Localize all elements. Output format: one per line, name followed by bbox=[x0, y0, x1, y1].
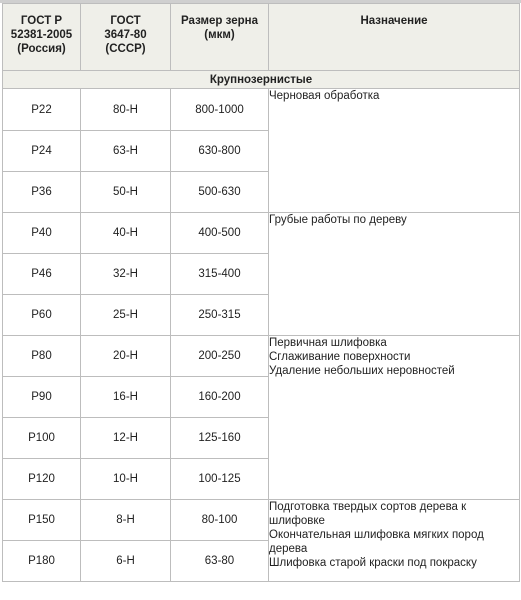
cell-gost-ussr: 40-Н bbox=[81, 213, 171, 254]
header-row bbox=[3, 4, 520, 71]
cell-gost-ussr: 12-Н bbox=[81, 418, 171, 459]
cell-gost-ussr: 10-Н bbox=[81, 459, 171, 500]
cell-gost-ussr: 25-Н bbox=[81, 295, 171, 336]
header-line: 52381-2005 bbox=[10, 29, 73, 41]
cell-gost-ussr: 32-Н bbox=[81, 254, 171, 295]
header-line: ГОСТ Р bbox=[20, 15, 63, 27]
header-line: Назначение bbox=[360, 15, 428, 27]
cell-gost-ussr: 80-Н bbox=[81, 89, 171, 131]
cell-gost-r: P36 bbox=[3, 172, 81, 213]
header-grain-size bbox=[171, 4, 269, 71]
purpose-line: Черновая обработка bbox=[269, 90, 380, 102]
header-gost-ussr bbox=[81, 4, 171, 71]
purpose-line: Окончательная шлифовка мягких пород дерева bbox=[269, 529, 484, 555]
purpose-line: Грубые работы по дереву bbox=[269, 214, 407, 226]
cell-grain-size: 800-1000 bbox=[171, 89, 269, 131]
cell-gost-r: P150 bbox=[3, 500, 81, 541]
table-row bbox=[3, 500, 520, 541]
cell-grain-size: 160-200 bbox=[171, 377, 269, 418]
section-row bbox=[3, 71, 520, 89]
cell-gost-r: P80 bbox=[3, 336, 81, 377]
cell-gost-r: P24 bbox=[3, 131, 81, 172]
cell-grain-size: 100-125 bbox=[171, 459, 269, 500]
header-gost-r bbox=[3, 4, 81, 71]
header-line: ГОСТ bbox=[110, 15, 141, 27]
cell-grain-size: 200-250 bbox=[171, 336, 269, 377]
cell-gost-ussr: 6-Н bbox=[81, 541, 171, 582]
cell-gost-r: P46 bbox=[3, 254, 81, 295]
header-purpose bbox=[269, 4, 520, 71]
purpose-line: Первичная шлифовка bbox=[269, 337, 387, 349]
cell-gost-r: P180 bbox=[3, 541, 81, 582]
table-row bbox=[3, 89, 520, 131]
table-row bbox=[3, 336, 520, 377]
header-line: (мкм) bbox=[204, 29, 235, 41]
cell-gost-ussr: 16-Н bbox=[81, 377, 171, 418]
cell-grain-size: 630-800 bbox=[171, 131, 269, 172]
cell-gost-ussr: 50-Н bbox=[81, 172, 171, 213]
cell-purpose bbox=[269, 213, 520, 336]
purpose-line: Шлифовка старой краски под покраску bbox=[269, 557, 477, 569]
cell-gost-r: P60 bbox=[3, 295, 81, 336]
cell-gost-r: P100 bbox=[3, 418, 81, 459]
cell-purpose bbox=[269, 89, 520, 213]
cell-grain-size: 63-80 bbox=[171, 541, 269, 582]
cell-grain-size: 80-100 bbox=[171, 500, 269, 541]
cell-gost-ussr: 63-Н bbox=[81, 131, 171, 172]
purpose-line: Удаление небольших неровностей bbox=[269, 365, 455, 377]
cell-purpose bbox=[269, 500, 520, 582]
header-line: 3647-80 bbox=[104, 29, 147, 41]
table-row bbox=[3, 213, 520, 254]
cell-grain-size: 250-315 bbox=[171, 295, 269, 336]
cell-gost-r: P40 bbox=[3, 213, 81, 254]
cell-purpose bbox=[269, 336, 520, 500]
purpose-line: Подготовка твердых сортов дерева к шлифовке bbox=[269, 501, 467, 527]
header-line: Размер зерна bbox=[181, 15, 258, 27]
cell-grain-size: 125-160 bbox=[171, 418, 269, 459]
cell-gost-r: P120 bbox=[3, 459, 81, 500]
cell-gost-r: P90 bbox=[3, 377, 81, 418]
purpose-line: Сглаживание поверхности bbox=[269, 351, 411, 363]
header-line: (СССР) bbox=[105, 43, 146, 55]
header-line: (Россия) bbox=[17, 43, 66, 55]
cell-grain-size: 400-500 bbox=[171, 213, 269, 254]
cell-gost-ussr: 20-Н bbox=[81, 336, 171, 377]
section-title: Крупнозернистые bbox=[3, 71, 520, 89]
cell-gost-ussr: 8-Н bbox=[81, 500, 171, 541]
cell-grain-size: 315-400 bbox=[171, 254, 269, 295]
cell-grain-size: 500-630 bbox=[171, 172, 269, 213]
cell-gost-r: P22 bbox=[3, 89, 81, 131]
abrasive-grit-table bbox=[2, 3, 520, 582]
